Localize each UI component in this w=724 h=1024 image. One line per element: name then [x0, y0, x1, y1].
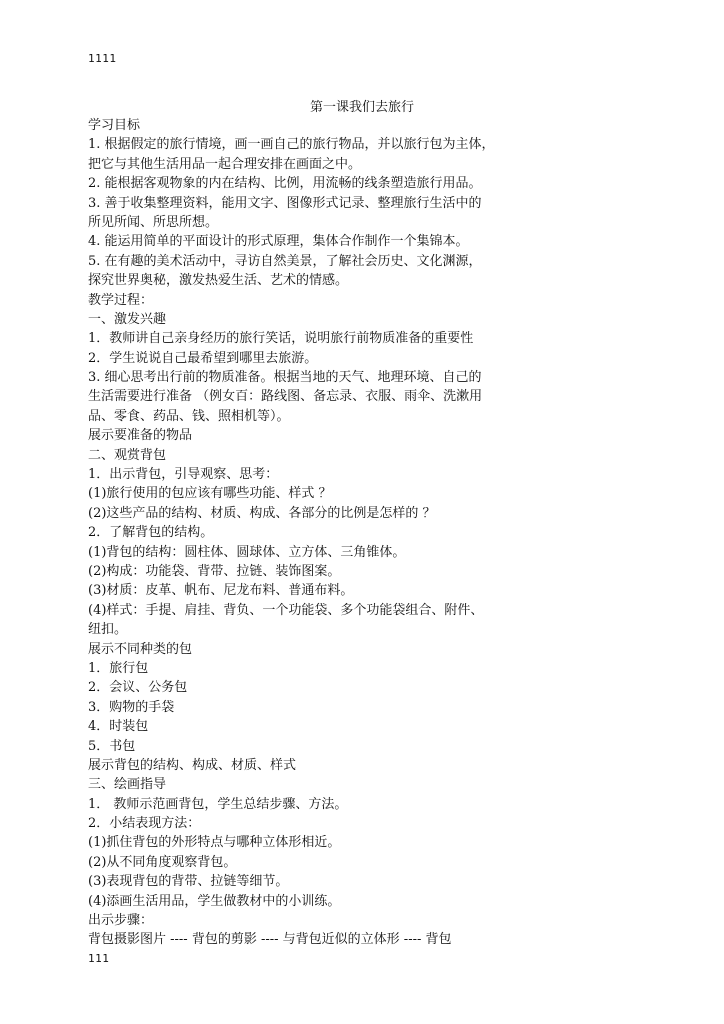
- text-line: 3．购物的手袋: [88, 699, 175, 715]
- text-line: (3)材质：皮革、帆布、尼龙布料、普通布料。: [88, 583, 354, 599]
- text-line: (2)从不同角度观察背包。: [88, 854, 237, 870]
- text-line: 学习目标: [88, 118, 141, 133]
- text-line: (3)表现背包的背带、拉链等细节。: [88, 874, 289, 890]
- text-line: (4)添画生活用品，学生做教材中的小训练。: [88, 893, 341, 909]
- text-line: 探究世界奥秘，激发热爱生活、艺术的情感。: [88, 273, 349, 289]
- text-line: (1)抓住背包的外形特点与哪种立体形相近。: [88, 835, 341, 851]
- text-line: 5. 在有趣的美术活动中，寻访自然美景，了解社会历史、文化渊源，: [88, 253, 482, 269]
- text-line: 1．教师讲自己亲身经历的旅行笑话，说明旅行前物质准备的重要性: [88, 331, 474, 347]
- text-line: 教学过程：: [88, 292, 154, 308]
- text-line: 1． 教师示范画背包，学生总结步骤、方法。: [88, 796, 348, 812]
- header-page-mark: 1111: [88, 52, 117, 65]
- text-line: (1)旅行使用的包应该有哪些功能、样式 ？: [88, 486, 332, 502]
- text-line: 一、激发兴趣: [88, 311, 167, 327]
- text-line: 1. 根据假定的旅行情境，画一画自己的旅行物品，并以旅行包为主体，: [88, 137, 495, 153]
- lesson-body: [88, 116, 558, 950]
- text-line: 2．小结表现方法：: [88, 816, 201, 832]
- text-line: 2．了解背包的结构。: [88, 525, 214, 541]
- text-line: 品、零食、药品、钱、照相机等）。: [88, 408, 290, 424]
- text-line: 所见所闻、所思所想。: [88, 214, 219, 230]
- text-line: (2)构成：功能袋、背带、拉链、装饰图案。: [88, 563, 341, 579]
- text-line: 背包摄影图片 ---- 背包的剪影 ---- 与背包近似的立体形 ---- 背包: [88, 932, 452, 948]
- text-line: (4)样式：手提、肩挂、背负、一个功能袋、多个功能袋组合、附件、: [88, 602, 484, 618]
- text-line: 5．书包: [88, 738, 136, 754]
- text-line: 二、观赏背包: [88, 447, 167, 463]
- text-line: 1．出示背包，引导观察、思考：: [88, 467, 279, 483]
- text-line: 纽扣。: [88, 622, 128, 638]
- text-line: (2)这些产品的结构、材质、构成、各部分的比例是怎样的 ？: [88, 505, 436, 521]
- text-line: 2．学生说说自己最希望到哪里去旅游。: [88, 350, 318, 366]
- text-line: 2. 能根据客观物象的内在结构、比例，用流畅的线条塑造旅行用品。: [88, 176, 482, 192]
- text-line: 3. 善于收集整理资料，能用文字、图像形式记录、整理旅行生活中的: [88, 195, 482, 211]
- text-line: 3. 细心思考出行前的物质准备。根据当地的天气、地理环境、自己的: [88, 370, 482, 386]
- text-line: 生活需要进行准备 （例女百：路线图、备忘录、衣服、雨伞、洗漱用: [88, 389, 483, 405]
- text-line: 展示不同种类的包: [88, 641, 193, 657]
- text-line: 展示背包的结构、构成、材质、样式: [88, 757, 297, 773]
- text-line: 展示要准备的物品: [88, 428, 193, 444]
- text-line: 出示步骤：: [88, 913, 154, 929]
- text-line: 把它与其他生活用品一起合理安排在画面之中。: [88, 156, 362, 172]
- footer-page-mark: 111: [88, 952, 110, 965]
- text-line: 2．会议、公务包: [88, 680, 188, 696]
- text-line: 三、绘画指导: [88, 777, 167, 793]
- text-line: 4．时装包: [88, 719, 149, 735]
- lesson-title: 第一课我们去旅行: [309, 100, 414, 115]
- text-line: 4. 能运用简单的平面设计的形式原理，集体合作制作一个集锦本。: [88, 234, 469, 250]
- text-line: (1)背包的结构：圆柱体、圆球体、立方体、三角锥体。: [88, 544, 406, 560]
- text-line: 1．旅行包: [88, 660, 149, 676]
